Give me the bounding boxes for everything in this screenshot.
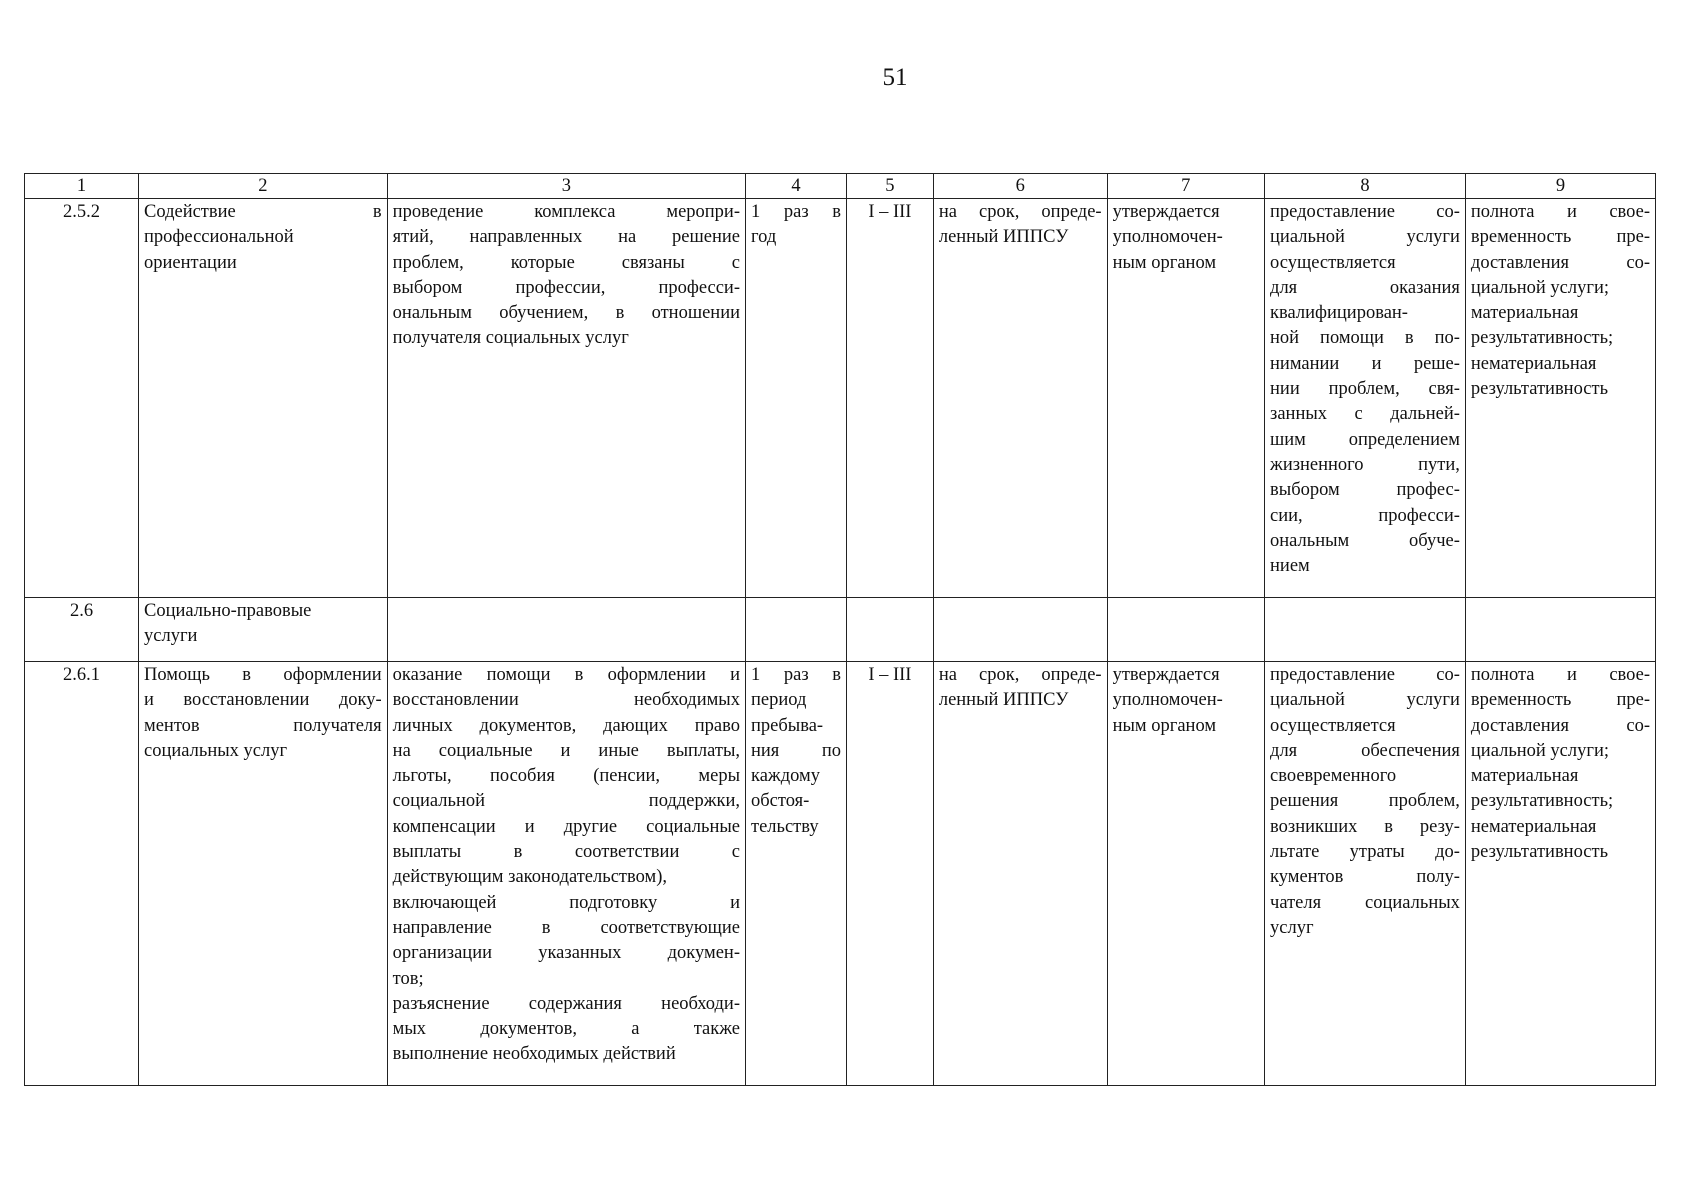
text-line: занных с дальней- xyxy=(1270,404,1460,425)
text-line: нимании и реше- xyxy=(1270,353,1460,374)
text-line: циальной услуги xyxy=(1270,227,1460,248)
table-row xyxy=(25,662,1656,1086)
column-header: 3 xyxy=(387,174,745,199)
text-line: ориентации xyxy=(144,252,237,273)
text-line: материальная xyxy=(1470,303,1579,324)
text-line: нематериальная xyxy=(1470,816,1597,837)
text-line: нии проблем, свя- xyxy=(1270,379,1460,400)
text-line: ональным обучением, в отношении xyxy=(392,303,740,324)
duration-cell xyxy=(933,662,1107,1086)
text-line: год xyxy=(751,227,777,248)
approval-cell xyxy=(1107,662,1264,1086)
empty-cell xyxy=(1265,598,1466,662)
text-line: компенсации и другие социальные xyxy=(392,816,740,837)
row-number: 2.5.2 xyxy=(25,199,139,598)
conditions-cell xyxy=(1265,662,1466,1086)
text-line: на срок, опреде- xyxy=(938,202,1102,222)
service-name-cell xyxy=(139,598,388,662)
text-line: сии, професси- xyxy=(1270,505,1460,526)
text-line: льтате утраты до- xyxy=(1270,842,1460,863)
text-line: выполнение необходимых действий xyxy=(392,1044,676,1065)
text-line: уполномочен- xyxy=(1112,690,1223,711)
text-line: выплаты в соответствии с xyxy=(392,842,740,863)
empty-cell xyxy=(1465,598,1655,662)
text-line: услуг xyxy=(1270,917,1314,938)
text-line: результативность xyxy=(1470,842,1609,863)
column-header: 6 xyxy=(933,174,1107,199)
text-line: Помощь в оформлении xyxy=(144,665,382,685)
text-line: жизненного пути, xyxy=(1270,454,1460,475)
service-content-cell xyxy=(387,662,745,1086)
text-line: профессиональной xyxy=(144,227,294,248)
text-line: ятий, направленных на решение xyxy=(392,227,740,248)
text-line: результативность; xyxy=(1470,791,1614,812)
text-line: и восстановлении доку- xyxy=(144,690,382,711)
text-line: ленный ИППСУ xyxy=(938,690,1069,711)
indicators-cell xyxy=(1465,199,1655,598)
text-line: Социально-правовые xyxy=(144,601,312,621)
service-name-cell xyxy=(139,662,388,1086)
text-line: Содействие в xyxy=(144,202,382,222)
text-line: каждому xyxy=(751,766,820,787)
text-line: ным органом xyxy=(1112,715,1217,736)
text-line: 1 раз в xyxy=(751,202,841,222)
text-line: своевременного xyxy=(1270,766,1397,787)
text-line: ональным обуче- xyxy=(1270,530,1460,551)
text-line: нием xyxy=(1270,556,1310,577)
approval-cell xyxy=(1107,199,1264,598)
column-header: 9 xyxy=(1465,174,1655,199)
text-line: утверждается xyxy=(1112,665,1220,685)
column-header: 7 xyxy=(1107,174,1264,199)
text-line: ной помощи в по- xyxy=(1270,328,1460,349)
text-line: циальной услуги; xyxy=(1470,277,1609,298)
table-header-row xyxy=(25,174,1656,199)
text-line: ментов получателя xyxy=(144,715,382,736)
column-header: 4 xyxy=(746,174,847,199)
table-row xyxy=(25,199,1656,598)
text-line: льготы, пособия (пенсии, меры xyxy=(392,766,740,787)
text-line: действующим законодательством), xyxy=(392,867,667,888)
text-line: предоставление со- xyxy=(1270,665,1460,685)
text-line: решения проблем, xyxy=(1270,791,1460,812)
empty-cell xyxy=(933,598,1107,662)
empty-cell xyxy=(846,598,933,662)
text-line: направление в соответствующие xyxy=(392,917,740,938)
term-group-cell: I – III xyxy=(846,662,933,1086)
text-line: утверждается xyxy=(1112,202,1220,222)
column-header: 2 xyxy=(139,174,388,199)
text-line: социальной поддержки, xyxy=(392,791,740,812)
text-line: оказание помощи в оформлении и xyxy=(392,665,740,685)
text-line: проблем, которые связаны с xyxy=(392,252,740,273)
empty-cell xyxy=(387,598,745,662)
text-line: мых документов, а также xyxy=(392,1019,740,1040)
text-line: выбором профессии, професси- xyxy=(392,277,740,298)
text-line: нематериальная xyxy=(1470,353,1597,374)
periodicity-cell xyxy=(746,199,847,598)
text-line: социальных услуг xyxy=(144,740,288,761)
page-number: 51 xyxy=(882,64,908,91)
text-line: доставления со- xyxy=(1470,252,1650,273)
text-line: кументов полу- xyxy=(1270,867,1460,888)
text-line: осуществляется xyxy=(1270,252,1396,273)
services-table xyxy=(24,173,1656,1086)
text-line: уполномочен- xyxy=(1112,227,1223,248)
column-header: 5 xyxy=(846,174,933,199)
text-line: личных документов, дающих право xyxy=(392,715,740,736)
text-line: осуществляется xyxy=(1270,715,1396,736)
text-line: чателя социальных xyxy=(1270,892,1460,913)
row-number: 2.6 xyxy=(25,598,139,662)
text-line: циальной услуги; xyxy=(1470,740,1609,761)
row-number: 2.6.1 xyxy=(25,662,139,1086)
column-header: 1 xyxy=(25,174,139,199)
text-line: организации указанных докумен- xyxy=(392,943,740,964)
text-line: проведение комплекса меропри- xyxy=(392,202,740,222)
text-line: ленный ИППСУ xyxy=(938,227,1069,248)
table-row xyxy=(25,598,1656,662)
text-line: 1 раз в xyxy=(751,665,841,685)
empty-cell xyxy=(746,598,847,662)
text-line: возникших в резу- xyxy=(1270,816,1460,837)
text-line: материальная xyxy=(1470,766,1579,787)
text-line: ния по xyxy=(751,740,841,761)
text-line: период xyxy=(751,690,807,711)
indicators-cell xyxy=(1465,662,1655,1086)
duration-cell xyxy=(933,199,1107,598)
text-line: на социальные и иные выплаты, xyxy=(392,740,740,761)
text-line: шим определением xyxy=(1270,429,1460,450)
empty-cell xyxy=(1107,598,1264,662)
text-line: результативность; xyxy=(1470,328,1614,349)
text-line: услуги xyxy=(144,626,198,647)
text-line: временность пре- xyxy=(1470,690,1650,711)
text-line: предоставление со- xyxy=(1270,202,1460,222)
text-line: полнота и свое- xyxy=(1470,202,1650,222)
text-line: разъяснение содержания необходи- xyxy=(392,993,740,1014)
text-line: пребыва- xyxy=(751,715,824,736)
text-line: временность пре- xyxy=(1470,227,1650,248)
text-line: квалифицирован- xyxy=(1270,303,1408,324)
periodicity-cell xyxy=(746,662,847,1086)
text-line: обстоя- xyxy=(751,791,810,812)
text-line: на срок, опреде- xyxy=(938,665,1102,685)
text-line: ным органом xyxy=(1112,252,1217,273)
text-line: циальной услуги xyxy=(1270,690,1460,711)
conditions-cell xyxy=(1265,199,1466,598)
service-name-cell xyxy=(139,199,388,598)
term-group-cell: I – III xyxy=(846,199,933,598)
text-line: результативность xyxy=(1470,379,1609,400)
text-line: тов; xyxy=(392,968,424,989)
text-line: включающей подготовку и xyxy=(392,892,740,913)
text-line: доставления со- xyxy=(1470,715,1650,736)
text-line: получателя социальных услуг xyxy=(392,328,629,349)
text-line: восстановлении необходимых xyxy=(392,690,740,711)
text-line: выбором профес- xyxy=(1270,480,1460,501)
service-content-cell xyxy=(387,199,745,598)
text-line: тельству xyxy=(751,816,819,837)
text-line: полнота и свое- xyxy=(1470,665,1650,685)
column-header: 8 xyxy=(1265,174,1466,199)
text-line: для оказания xyxy=(1270,277,1460,298)
text-line: для обеспечения xyxy=(1270,740,1460,761)
